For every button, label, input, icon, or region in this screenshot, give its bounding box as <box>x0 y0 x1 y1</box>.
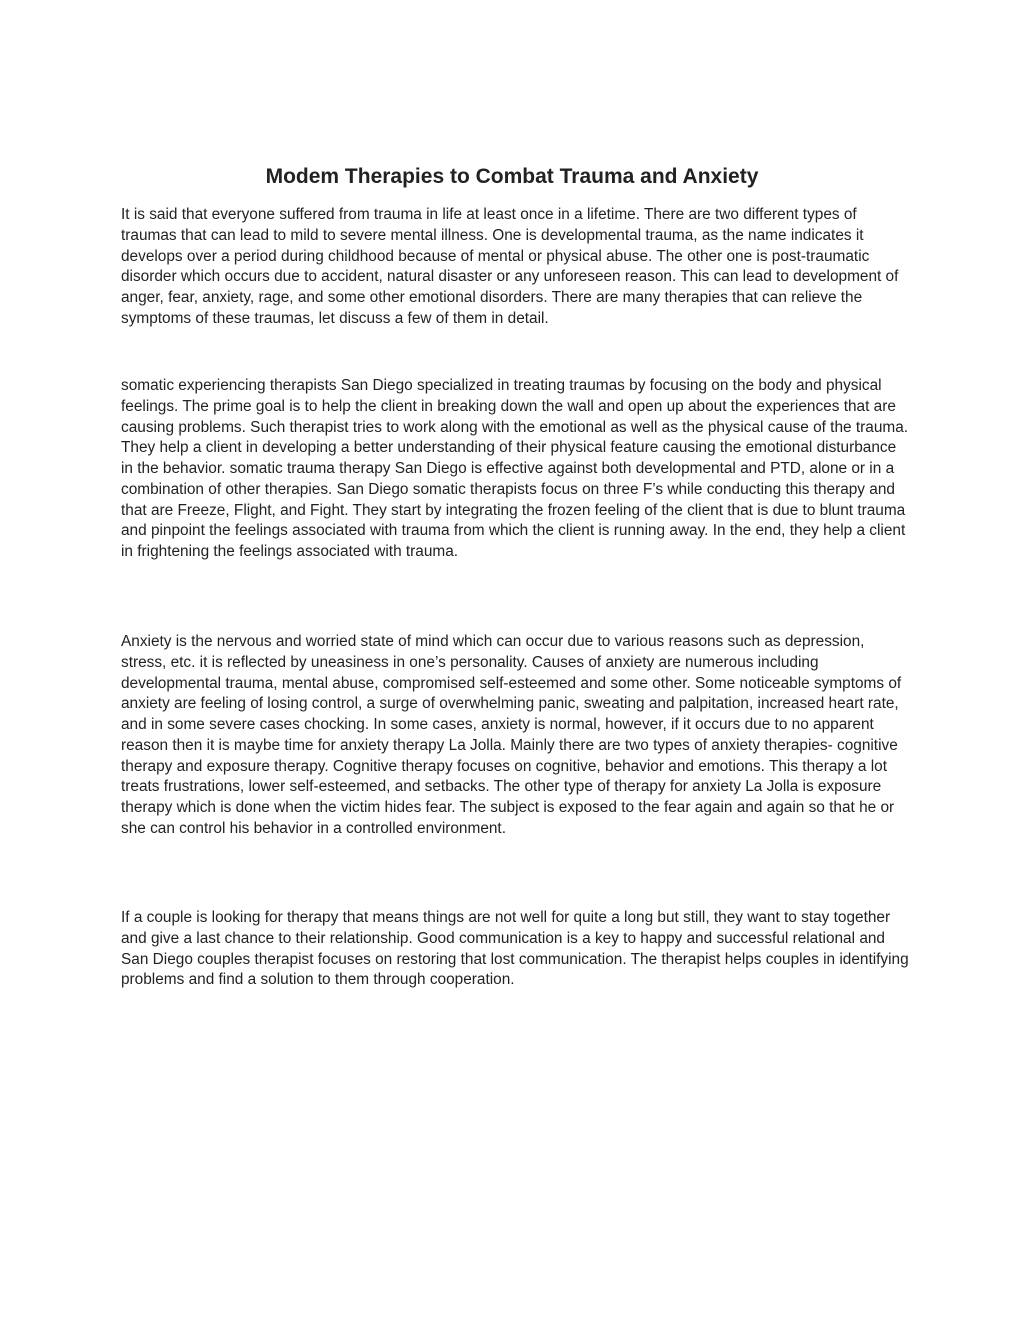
paragraph-trauma-intro: It is said that everyone suffered from trauma in life at least once in a lifetime. There are two different types of traumas that can lead to mild to severe mental illness. One is developmental trauma, as the name indicates it develops over a period during childhood because of mental or physical abuse. The other one is post-traumatic disorder which occurs due to accident, natural disaster or any unforeseen reason. This can lead to development of anger, fear, anxiety, rage, and some other emotional disorders. There are many therapies that can relieve the symptoms of these traumas, let discuss a few of them in detail. <box>121 206 899 327</box>
document-title: Modem Therapies to Combat Trauma and Anxiety <box>265 165 759 188</box>
paragraph-somatic-therapy: somatic experiencing therapists San Diego specialized in treating traumas by focusing on the body and physical feelings. The prime goal is to help the client in breaking down the wall and open up about the experiences that are causing problems. Such therapist tries to work along with the emotional as well as the physical cause of the trauma. They help a client in developing a better understanding of their physical feature causing the emotional disturbance in the behavior. somatic trauma therapy San Diego is effective against both developmental and PTD, alone or in a combination of other therapies. San Diego somatic therapists focus on three F’s while conducting this therapy and that are Freeze, Flight, and Fight. They start by integrating the frozen feeling of the client that is due to blunt trauma and pinpoint the feelings associated with trauma from which the client is running away. In the end, they help a client in frightening the feelings associated with trauma. <box>121 377 909 560</box>
paragraph-couples-therapy: If a couple is looking for therapy that means things are not well for quite a long but still, they want to stay together and give a last chance to their relationship. Good communication is a key to happy and successful relational and San Diego couples therapist focuses on restoring that lost communication. The therapist helps couples in identifying problems and find a solution to them through cooperation. <box>121 909 909 989</box>
paragraph-anxiety-therapy: Anxiety is the nervous and worried state of mind which can occur due to various reasons such as depression, stress, etc. it is reflected by uneasiness in one’s personality. Causes of anxiety are numerous including developmental trauma, mental abuse, compromised self-esteemed and some other. Some noticeable symptoms of anxiety are feeling of losing control, a surge of overwhelming panic, sweating and palpitation, increased heart rate, and in some severe cases chocking. In some cases, anxiety is normal, however, if it occurs due to no apparent reason then it is maybe time for anxiety therapy La Jolla. Mainly there are two types of anxiety therapies- cognitive therapy and exposure therapy. Cognitive therapy focuses on cognitive, behavior and emotions. This therapy a lot treats frustrations, lower self-esteemed, and setbacks. The other type of therapy for anxiety La Jolla is exposure therapy which is done when the victim hides fear. The subject is exposed to the fear again and again so that he or she can control his behavior in a controlled environment. <box>121 633 902 837</box>
